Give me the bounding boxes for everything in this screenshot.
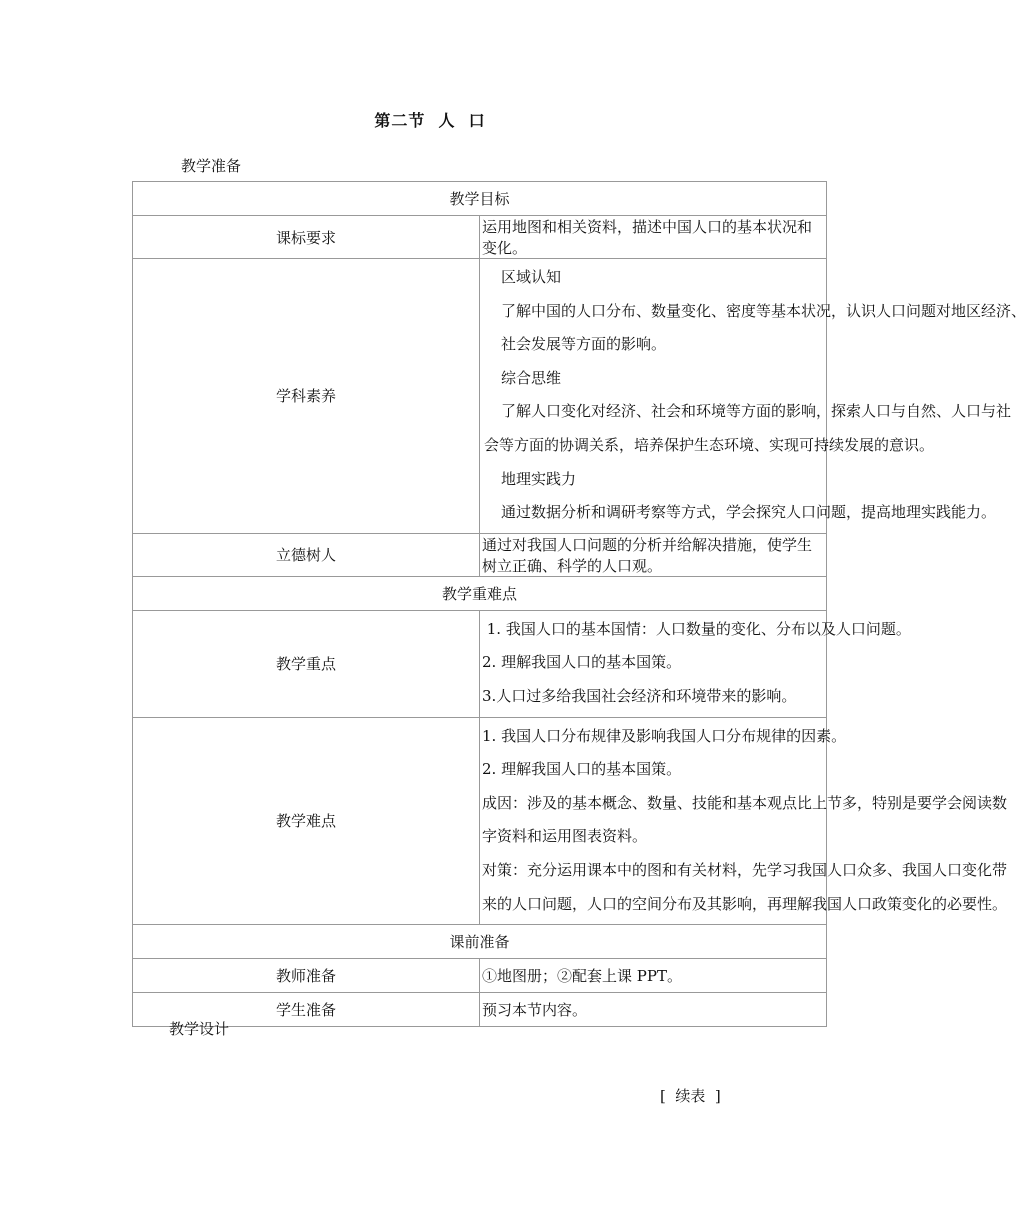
literacy-label: 学科素养 <box>133 259 480 534</box>
key-label: 教学重点 <box>133 610 480 717</box>
lesson-plan-table <box>132 181 1026 1027</box>
teacher-text: ①地图册；②配套上课 PPT。 <box>480 959 827 993</box>
table-row <box>133 993 827 1027</box>
literacy-content <box>480 259 1026 534</box>
difficult-line: 1. 我国人口分布规律及影响我国人口分布规律的因素。 <box>482 726 847 745</box>
difficult-line: 对策：充分运用课本中的图和有关材料，先学习我国人口众多、我国人口变化带 <box>482 860 1008 879</box>
keypoints-header: 教学重难点 <box>133 576 827 610</box>
literacy-line: 区域认知 <box>501 268 562 286</box>
literacy-line: 社会发展等方面的影响。 <box>501 335 667 354</box>
section-heading-teaching-prep: 教学准备 <box>181 157 242 175</box>
literacy-line: 了解中国的人口分布、数量变化、密度等基本状况，认识人口问题对地区经济、 <box>501 301 1026 320</box>
literacy-line: 综合思维 <box>501 368 562 387</box>
literacy-line: 地理实践力 <box>501 469 577 488</box>
table-row <box>133 959 827 993</box>
difficult-line: 字资料和运用图表资料。 <box>482 827 648 846</box>
table-row <box>133 216 827 259</box>
table-row <box>133 925 827 959</box>
table-row <box>133 610 827 717</box>
student-label: 学生准备 <box>133 993 480 1027</box>
literacy-line: 通过数据分析和调研考察等方式，学会探究人口问题，提高地理实践能力。 <box>501 503 997 522</box>
difficult-label: 教学难点 <box>133 717 480 925</box>
curriculum-label: 课标要求 <box>133 216 480 259</box>
difficult-line: 成因：涉及的基本概念、数量、技能和基本观点比上节多，特别是要学会阅读数 <box>482 793 1008 812</box>
preclass-header: 课前准备 <box>133 925 827 959</box>
difficult-line: 2. 理解我国人口的基本国策。 <box>482 760 682 779</box>
difficult-content <box>480 717 1008 925</box>
table-row <box>133 533 827 576</box>
key-line: 3.人口过多给我国社会经济和环境带来的影响。 <box>482 686 797 705</box>
table-row <box>133 576 827 610</box>
page-title: 第二节 人 口 <box>374 111 486 130</box>
goals-header: 教学目标 <box>133 182 827 216</box>
moral-label: 立德树人 <box>133 533 480 576</box>
key-content <box>480 610 911 717</box>
key-line: 1. 我国人口的基本国情：人口数量的变化、分布以及人口问题。 <box>482 619 911 638</box>
literacy-line: 会等方面的协调关系，培养保护生态环境、实现可持续发展的意识。 <box>484 435 935 454</box>
table-row <box>133 259 827 534</box>
teacher-label: 教师准备 <box>133 959 480 993</box>
curriculum-text: 运用地图和相关资料，描述中国人口的基本状况和变化。 <box>480 216 827 259</box>
section-heading-teaching-design: 教学设计 <box>169 1020 230 1038</box>
table-row <box>133 717 827 925</box>
continued-label: [ 续表 ] <box>660 1087 721 1105</box>
literacy-line: 了解人口变化对经济、社会和环境等方面的影响，探索人口与自然、人口与社 <box>501 402 1012 421</box>
difficult-line: 来的人口问题，人口的空间分布及其影响，再理解我国人口政策变化的必要性。 <box>482 894 1008 913</box>
student-text: 预习本节内容。 <box>480 993 827 1027</box>
moral-text: 通过对我国人口问题的分析并给解决措施，使学生树立正确、科学的人口观。 <box>480 533 827 576</box>
key-line: 2. 理解我国人口的基本国策。 <box>482 653 682 672</box>
table-row <box>133 182 827 216</box>
